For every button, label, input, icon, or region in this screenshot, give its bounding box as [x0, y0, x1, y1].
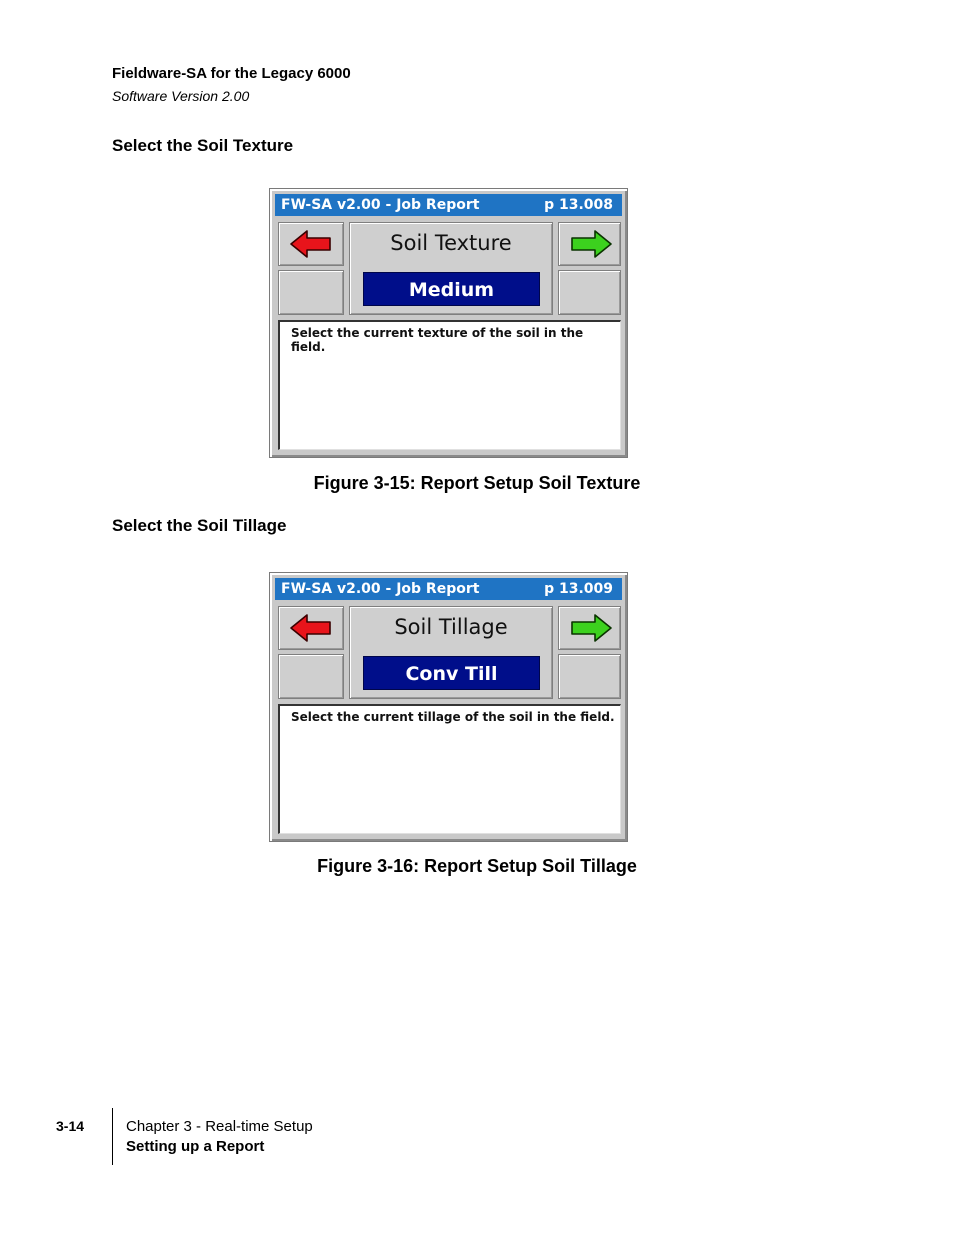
green-right-arrow-icon — [569, 228, 613, 260]
figure-caption-3-15: Figure 3-15: Report Setup Soil Texture — [313, 473, 641, 493]
software-version: Software Version 2.00 — [112, 88, 250, 104]
page-number: 3-14 — [56, 1118, 85, 1134]
red-left-arrow-icon — [289, 228, 333, 260]
next-button[interactable] — [558, 606, 621, 650]
red-left-arrow-icon — [289, 612, 333, 644]
footer-chapter: Chapter 3 - Real-time Setup — [126, 1118, 313, 1135]
description-area — [278, 704, 621, 834]
blank-softkey-right[interactable] — [558, 654, 621, 699]
document-title: Fieldware-SA for the Legacy 6000 — [112, 65, 351, 82]
parameter-panel — [349, 606, 553, 699]
description-text: Select the current tillage of the soil in the field. — [291, 710, 615, 724]
parameter-value-selector[interactable]: Conv Till — [363, 656, 540, 690]
footer-section: Setting up a Report — [126, 1138, 265, 1155]
screen-title: FW-SA v2.00 - Job Report — [281, 581, 480, 597]
figure-caption-3-16: Figure 3-16: Report Setup Soil Tillage — [317, 856, 637, 876]
description-area — [278, 320, 621, 450]
device-screen-soil-tillage — [269, 572, 628, 842]
screen-title-bar — [275, 578, 622, 600]
screen-page-number: p 13.008 — [544, 197, 613, 213]
screen-title: FW-SA v2.00 - Job Report — [281, 197, 480, 213]
back-button[interactable] — [278, 222, 344, 266]
parameter-value-selector[interactable]: Medium — [363, 272, 540, 306]
description-text: Select the current texture of the soil in the field. — [291, 326, 584, 354]
parameter-label: Soil Texture — [390, 231, 512, 255]
section-heading-soil-tillage: Select the Soil Tillage — [112, 516, 287, 535]
blank-softkey-left[interactable] — [278, 654, 344, 699]
parameter-label: Soil Tillage — [394, 615, 508, 639]
section-heading-soil-texture: Select the Soil Texture — [112, 136, 294, 155]
blank-softkey-right[interactable] — [558, 270, 621, 315]
blank-softkey-left[interactable] — [278, 270, 344, 315]
parameter-panel — [349, 222, 553, 315]
green-right-arrow-icon — [569, 612, 613, 644]
screen-page-number: p 13.009 — [544, 581, 613, 597]
next-button[interactable] — [558, 222, 621, 266]
device-screen-soil-texture — [269, 188, 628, 458]
back-button[interactable] — [278, 606, 344, 650]
screen-title-bar — [275, 194, 622, 216]
footer-divider — [112, 1108, 113, 1165]
